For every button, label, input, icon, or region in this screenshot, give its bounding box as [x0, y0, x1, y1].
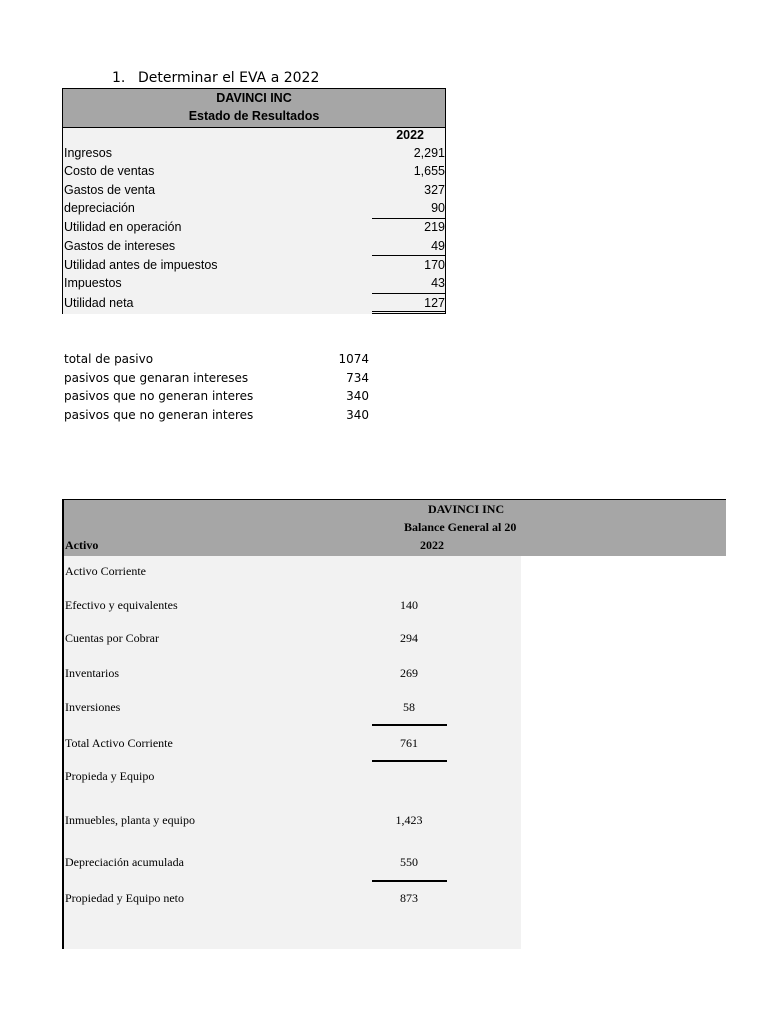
liability-row: pasivos que no generan interes 340 [64, 389, 369, 403]
income-row: Gastos de venta 327 [64, 183, 445, 197]
income-row: Utilidad en operación 219 [64, 220, 445, 234]
balance-row: Depreciación acumulada 550 [65, 855, 418, 869]
subtotal-line [372, 724, 447, 726]
balance-row: Cuentas por Cobrar 294 [65, 631, 418, 645]
balance-sheet-header [64, 499, 726, 556]
balance-row: Propiedad y Equipo neto 873 [65, 891, 418, 905]
income-row: Utilidad neta 127 [64, 296, 445, 310]
liability-row: total de pasivo 1074 [64, 352, 369, 366]
balance-row: Activo Corriente [65, 564, 146, 578]
balance-row: Propieda y Equipo [65, 769, 155, 783]
balance-row: Inventarios 269 [65, 666, 418, 680]
income-statement [62, 88, 446, 314]
income-company-name: DAVINCI INC [216, 91, 292, 105]
heading-number: 1. [112, 70, 126, 86]
income-statement-header [63, 88, 446, 128]
income-row: depreciación 90 [64, 201, 445, 215]
income-row: Utilidad antes de impuestos 170 [64, 258, 445, 272]
balance-sheet [62, 499, 521, 949]
total-line [372, 760, 447, 762]
income-row: Costo de ventas 1,655 [64, 164, 445, 178]
income-year: 2022 [396, 128, 424, 142]
liability-row: pasivos que no generan interes 340 [64, 408, 369, 422]
income-row: Gastos de intereses 49 [64, 239, 445, 253]
income-statement-title: Estado de Resultados [188, 109, 320, 123]
balance-section-label: Activo [65, 538, 99, 552]
total-double-line [372, 313, 446, 314]
balance-row: Inversiones 58 [65, 700, 415, 714]
balance-company-name: DAVINCI INC [428, 502, 505, 516]
balance-sheet-title: Balance General al 20 [404, 520, 517, 534]
income-row: Ingresos 2,291 [64, 146, 445, 160]
balance-year: 2022 [420, 538, 444, 552]
liability-row: pasivos que genaran intereses 734 [64, 371, 369, 385]
heading-text: Determinar el EVA a 2022 [138, 70, 320, 86]
balance-row: Inmuebles, planta y equipo 1,423 [65, 813, 423, 827]
page-heading [112, 70, 319, 86]
total-double-line [372, 311, 446, 312]
balance-row: Total Activo Corriente 761 [65, 736, 418, 750]
subtotal-line [372, 880, 447, 882]
balance-row: Efectivo y equivalentes 140 [65, 598, 418, 612]
value-column-border [445, 128, 446, 314]
income-row: Impuestos 43 [64, 276, 445, 290]
